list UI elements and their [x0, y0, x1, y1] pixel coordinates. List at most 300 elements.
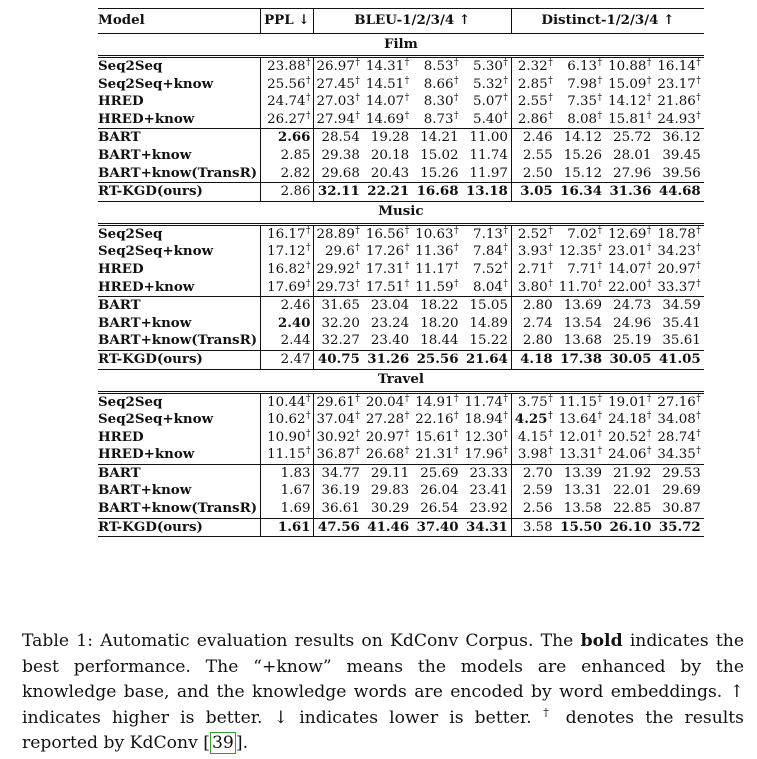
cell-value: 7.98 [567, 76, 598, 92]
cell-value: 31.26 [367, 350, 410, 367]
cell-value: 1.61 [277, 518, 311, 535]
dagger-mark: † [503, 411, 508, 422]
cell-value: 25.69 [420, 465, 459, 481]
cell-value: 26.10 [609, 518, 652, 535]
distinct-2-cell [556, 261, 605, 279]
dagger-mark: † [404, 260, 410, 271]
dagger-mark: † [646, 428, 652, 439]
dagger-mark: † [696, 278, 701, 289]
cell-value: 2.66 [277, 129, 311, 146]
distinct-2-cell [556, 93, 605, 111]
cell-value: 8.53 [423, 59, 454, 74]
dagger-mark: † [597, 110, 603, 121]
cell-value: 13.31 [558, 447, 598, 463]
dagger-mark: † [696, 110, 701, 121]
cell-value: 29.38 [321, 147, 360, 163]
cell-value: 21.31 [415, 447, 454, 463]
bleu-4-cell [462, 76, 512, 94]
cell-value: 14.12 [608, 94, 647, 110]
ppl-cell [261, 297, 313, 315]
cell-value: 3.58 [522, 519, 553, 535]
bleu-2-cell [363, 332, 412, 350]
cell-value: 14.69 [365, 111, 405, 127]
ppl-cell [261, 500, 313, 518]
distinct-1-cell [511, 392, 555, 411]
cell-value: 24.18 [608, 412, 647, 428]
bleu-2-cell [363, 482, 412, 500]
distinct-3-cell [605, 411, 654, 429]
distinct-1-cell [511, 93, 555, 111]
cell-value: 3.75 [517, 394, 548, 410]
cell-value: 25.19 [613, 333, 652, 349]
distinct-1-cell [511, 315, 555, 333]
bleu-4-cell [462, 411, 512, 429]
table-row [98, 297, 704, 315]
distinct-2-cell [556, 518, 605, 537]
distinct-1-cell [511, 500, 555, 518]
cell-value: 8.30 [423, 94, 454, 110]
distinct-1-cell [511, 332, 555, 350]
cell-value: 29.83 [370, 483, 410, 499]
dagger-mark: † [548, 411, 553, 422]
model-name: BART+know [98, 146, 192, 163]
bleu-2-cell [363, 411, 412, 429]
cell-value: 31.36 [609, 183, 652, 200]
dagger-mark: † [646, 243, 652, 254]
cell-value: 30.29 [370, 501, 410, 517]
cell-value: 14.31 [365, 59, 405, 74]
table-row [98, 183, 704, 202]
table-row [98, 57, 704, 76]
cell-value: 11.36 [415, 244, 454, 260]
distinct-4-cell [654, 76, 703, 94]
cell-value: 21.86 [657, 94, 696, 110]
bleu-2-cell [363, 76, 412, 94]
cell-value: 13.18 [465, 183, 508, 200]
cell-value: 29.68 [321, 165, 360, 181]
bleu-4-cell [462, 224, 512, 243]
bleu-4-cell [462, 129, 512, 147]
header-model: Model [98, 9, 261, 34]
dagger-mark: † [503, 428, 508, 439]
cell-value: 23.88 [267, 59, 306, 74]
distinct-4-cell [654, 57, 703, 76]
cell-value: 39.45 [662, 147, 701, 163]
distinct-1-cell [511, 279, 555, 297]
bleu-4-cell [462, 147, 512, 165]
dagger-mark: † [454, 260, 459, 271]
dagger-mark: † [696, 260, 701, 271]
ppl-cell [261, 350, 313, 369]
dagger-mark: † [454, 446, 459, 457]
bleu-1-cell [313, 297, 363, 315]
distinct-4-cell [654, 224, 703, 243]
cell-value: 34.08 [657, 412, 696, 428]
ppl-cell [261, 464, 313, 482]
cell-value: 11.59 [415, 279, 454, 295]
bleu-3-cell [412, 464, 461, 482]
cell-value: 27.96 [613, 165, 652, 181]
ppl-cell [261, 93, 313, 111]
cell-value: 12.69 [608, 226, 647, 242]
cell-value: 20.43 [370, 165, 410, 181]
dagger-mark: † [454, 110, 459, 121]
cell-value: 11.00 [469, 130, 508, 146]
bleu-3-cell [412, 332, 461, 350]
bleu-1-cell [313, 93, 363, 111]
cell-value: 17.51 [365, 279, 405, 295]
dagger-mark: † [696, 75, 701, 86]
cell-value: 44.68 [658, 183, 701, 200]
bleu-1-cell [313, 518, 363, 537]
cell-value: 11.70 [558, 279, 598, 295]
bleu-4-cell [462, 500, 512, 518]
model-name: Seq2Seq+know [98, 411, 214, 428]
cell-value: 2.52 [517, 226, 548, 242]
distinct-1-cell [511, 464, 555, 482]
dagger-mark: † [646, 278, 652, 289]
distinct-3-cell [605, 332, 654, 350]
model-name: Seq2Seq+know [98, 75, 214, 92]
dagger-mark: † [548, 243, 553, 254]
cell-value: 2.80 [522, 333, 553, 349]
cell-value: 23.17 [657, 76, 696, 92]
cell-value: 7.13 [473, 226, 503, 242]
ppl-cell [261, 147, 313, 165]
bleu-2-cell [363, 315, 412, 333]
cell-value: 15.09 [608, 76, 647, 92]
dagger-mark: † [404, 278, 410, 289]
bleu-4-cell [462, 446, 512, 464]
dagger-mark: † [548, 75, 553, 86]
cell-value: 2.86 [280, 184, 311, 200]
cell-value: 14.91 [415, 394, 454, 410]
cell-value: 16.34 [560, 183, 603, 200]
cell-value: 5.07 [473, 94, 503, 110]
cell-value: 12.30 [464, 429, 503, 445]
distinct-2-cell [556, 224, 605, 243]
dagger-mark: † [306, 110, 311, 121]
cell-value: 14.89 [469, 315, 508, 331]
distinct-3-cell [605, 183, 654, 202]
dagger-mark: † [646, 110, 652, 121]
distinct-1-cell [511, 518, 555, 537]
bleu-4-cell [462, 165, 512, 183]
distinct-3-cell [605, 279, 654, 297]
cell-value: 24.96 [613, 315, 652, 331]
dagger-mark: † [355, 58, 360, 68]
dagger-mark: † [404, 428, 410, 439]
distinct-3-cell [605, 261, 654, 279]
distinct-2-cell [556, 482, 605, 500]
dagger-mark: † [503, 58, 508, 68]
dagger-mark: † [306, 243, 311, 254]
dagger-mark: † [404, 446, 410, 457]
distinct-4-cell [654, 243, 703, 261]
dagger-mark: † [503, 446, 508, 457]
model-name: HRED [98, 428, 144, 445]
bleu-3-cell [412, 261, 461, 279]
cell-value: 30.05 [609, 350, 652, 367]
dagger-mark: † [355, 260, 360, 271]
cell-value: 36.61 [321, 501, 360, 517]
caption-end: . [242, 733, 249, 753]
caption-dagger: † [543, 705, 555, 719]
header-distinct: Distinct-1/2/3/4 ↑ [511, 9, 703, 34]
cell-value: 27.94 [316, 111, 355, 127]
distinct-3-cell [605, 224, 654, 243]
table-row [98, 429, 704, 447]
distinct-1-cell [511, 446, 555, 464]
ppl-cell [261, 243, 313, 261]
distinct-1-cell [511, 243, 555, 261]
cell-value: 17.12 [267, 244, 306, 260]
distinct-3-cell [605, 147, 654, 165]
bleu-1-cell [313, 261, 363, 279]
cell-value: 26.54 [420, 501, 459, 517]
cell-value: 28.74 [657, 429, 696, 445]
model-name: RT-KGD(ours) [98, 518, 261, 537]
cell-value: 2.70 [522, 465, 553, 481]
bleu-2-cell [363, 392, 412, 411]
dagger-mark: † [646, 411, 652, 422]
dagger-mark: † [306, 58, 311, 68]
dagger-mark: † [454, 411, 459, 422]
cell-value: 2.86 [517, 111, 548, 127]
cell-value: 3.93 [517, 244, 548, 260]
cell-value: 18.22 [420, 298, 459, 314]
bleu-2-cell [363, 297, 412, 315]
dagger-mark: † [454, 243, 459, 254]
distinct-4-cell [654, 147, 703, 165]
model-name: BART+know [98, 314, 192, 331]
cell-value: 47.56 [317, 518, 360, 535]
dagger-mark: † [306, 93, 311, 104]
dagger-mark: † [696, 446, 701, 457]
distinct-4-cell [654, 93, 703, 111]
distinct-4-cell [654, 446, 703, 464]
bleu-2-cell [363, 224, 412, 243]
cell-value: 17.26 [365, 244, 405, 260]
distinct-3-cell [605, 350, 654, 369]
dagger-mark: † [696, 428, 701, 439]
cell-value: 17.38 [560, 350, 603, 367]
dagger-mark: † [306, 411, 311, 422]
cell-value: 3.98 [517, 447, 548, 463]
table-row [98, 411, 704, 429]
distinct-4-cell [654, 165, 703, 183]
bleu-4-cell [462, 261, 512, 279]
dagger-mark: † [454, 428, 459, 439]
dagger-mark: † [646, 225, 652, 236]
cell-value: 34.35 [657, 447, 696, 463]
distinct-2-cell [556, 183, 605, 202]
dagger-mark: † [503, 75, 508, 86]
cell-value: 10.90 [267, 429, 306, 445]
distinct-3-cell [605, 243, 654, 261]
cell-value: 32.11 [317, 183, 360, 200]
dagger-mark: † [404, 393, 410, 404]
distinct-2-cell [556, 111, 605, 129]
dagger-mark: † [548, 93, 553, 104]
dagger-mark: † [548, 278, 553, 289]
cell-value: 14.12 [563, 130, 603, 146]
bleu-3-cell [412, 392, 461, 411]
ppl-cell [261, 261, 313, 279]
cell-value: 18.44 [420, 333, 459, 349]
dagger-mark: † [646, 75, 652, 86]
cell-value: 3.80 [517, 279, 548, 295]
model-name: HRED [98, 260, 144, 277]
table-row [98, 76, 704, 94]
cell-value: 28.89 [316, 226, 355, 242]
distinct-1-cell [511, 183, 555, 202]
section-row-travel [98, 369, 704, 392]
cell-value: 4.15 [517, 429, 548, 445]
cell-value: 30.87 [662, 501, 701, 517]
cell-value: 29.11 [370, 465, 410, 481]
dagger-mark: † [646, 58, 652, 68]
cell-value: 23.24 [370, 315, 410, 331]
bleu-4-cell [462, 243, 512, 261]
model-name: RT-KGD(ours) [98, 183, 261, 202]
bleu-1-cell [313, 411, 363, 429]
distinct-4-cell [654, 332, 703, 350]
bleu-4-cell [462, 464, 512, 482]
dagger-mark: † [404, 58, 410, 68]
ppl-cell [261, 129, 313, 147]
distinct-4-cell [654, 129, 703, 147]
ppl-cell [261, 165, 313, 183]
bleu-2-cell [363, 500, 412, 518]
ppl-cell [261, 518, 313, 537]
dagger-mark: † [355, 411, 360, 422]
cell-value: 20.97 [365, 429, 405, 445]
cell-value: 2.59 [522, 483, 553, 499]
cell-value: 15.61 [415, 429, 454, 445]
cell-value: 10.63 [415, 226, 454, 242]
cell-value: 2.80 [522, 298, 553, 314]
cell-value: 11.74 [469, 147, 508, 163]
model-name: BART [98, 129, 261, 147]
distinct-2-cell [556, 332, 605, 350]
distinct-3-cell [605, 392, 654, 411]
cell-value: 15.02 [420, 147, 459, 163]
cell-value: 11.74 [464, 394, 503, 410]
cell-value: 27.45 [316, 76, 355, 92]
citation-link[interactable]: 39 [211, 733, 234, 753]
cell-value: 34.77 [321, 465, 360, 481]
distinct-1-cell [511, 129, 555, 147]
distinct-4-cell [654, 464, 703, 482]
cell-value: 13.64 [558, 412, 598, 428]
bleu-1-cell [313, 165, 363, 183]
bleu-4-cell [462, 482, 512, 500]
cell-value: 5.32 [473, 76, 503, 92]
cell-value: 34.59 [662, 298, 701, 314]
table-row [98, 147, 704, 165]
cell-value: 26.27 [267, 111, 306, 127]
dagger-mark: † [355, 110, 360, 121]
cell-value: 8.04 [473, 279, 503, 295]
dagger-mark: † [597, 278, 603, 289]
bleu-3-cell [412, 183, 461, 202]
cell-value: 13.68 [563, 333, 603, 349]
cell-value: 7.71 [567, 261, 598, 277]
cell-value: 22.21 [367, 183, 410, 200]
cell-value: 27.03 [316, 94, 355, 110]
cell-value: 11.15 [558, 394, 598, 410]
bleu-2-cell [363, 57, 412, 76]
distinct-2-cell [556, 392, 605, 411]
dagger-mark: † [548, 225, 553, 236]
cell-value: 13.69 [563, 298, 603, 314]
distinct-2-cell [556, 411, 605, 429]
table-row [98, 224, 704, 243]
bleu-3-cell [412, 297, 461, 315]
bleu-4-cell [462, 279, 512, 297]
table-caption: Table 1: Automatic evaluation results on KdConv Corpus. The bold indicates the best performance. The “+know” means the models are enhanced by the knowledge base, and the knowledge words are encoded by word embeddings. ↑ indicates higher is better. ↓ indicates lower is better. † denotes the results reported by KdConv [ 39 ]. [22, 631, 745, 753]
dagger-mark: † [355, 225, 360, 236]
cell-value: 41.05 [658, 350, 701, 367]
cell-value: 29.53 [662, 465, 701, 481]
cell-value: 10.62 [267, 412, 306, 428]
dagger-mark: † [597, 428, 603, 439]
cell-value: 15.26 [420, 165, 459, 181]
dagger-mark: † [696, 243, 701, 254]
cell-value: 22.01 [613, 483, 652, 499]
table-row [98, 261, 704, 279]
distinct-1-cell [511, 482, 555, 500]
distinct-1-cell [511, 224, 555, 243]
bleu-4-cell [462, 350, 512, 369]
bleu-2-cell [363, 93, 412, 111]
distinct-4-cell [654, 297, 703, 315]
cell-value: 36.12 [662, 130, 701, 146]
dagger-mark: † [404, 225, 410, 236]
table-row [98, 518, 704, 537]
cell-value: 26.68 [365, 447, 405, 463]
bleu-4-cell [462, 183, 512, 202]
cell-value: 2.44 [280, 333, 311, 349]
model-name: BART+know(TransR) [98, 164, 258, 181]
ppl-cell [261, 429, 313, 447]
distinct-2-cell [556, 129, 605, 147]
dagger-mark: † [696, 93, 701, 104]
cell-value: 2.55 [517, 94, 548, 110]
table-row [98, 315, 704, 333]
distinct-4-cell [654, 429, 703, 447]
cell-value: 13.58 [563, 501, 603, 517]
cell-value: 2.47 [280, 351, 311, 367]
ppl-cell [261, 57, 313, 76]
distinct-1-cell [511, 411, 555, 429]
bleu-1-cell [313, 224, 363, 243]
ppl-cell [261, 183, 313, 202]
cell-value: 36.19 [321, 483, 360, 499]
bleu-2-cell [363, 518, 412, 537]
bleu-3-cell [412, 243, 461, 261]
cell-value: 8.66 [423, 76, 454, 92]
distinct-2-cell [556, 165, 605, 183]
caption-text-3: denotes the results reported by KdConv [22, 707, 744, 753]
bleu-1-cell [313, 446, 363, 464]
cell-value: 14.21 [420, 130, 459, 146]
dagger-mark: † [503, 110, 508, 121]
dagger-mark: † [306, 75, 311, 86]
caption-label: Table 1: [22, 631, 93, 651]
cell-value: 15.26 [563, 147, 603, 163]
